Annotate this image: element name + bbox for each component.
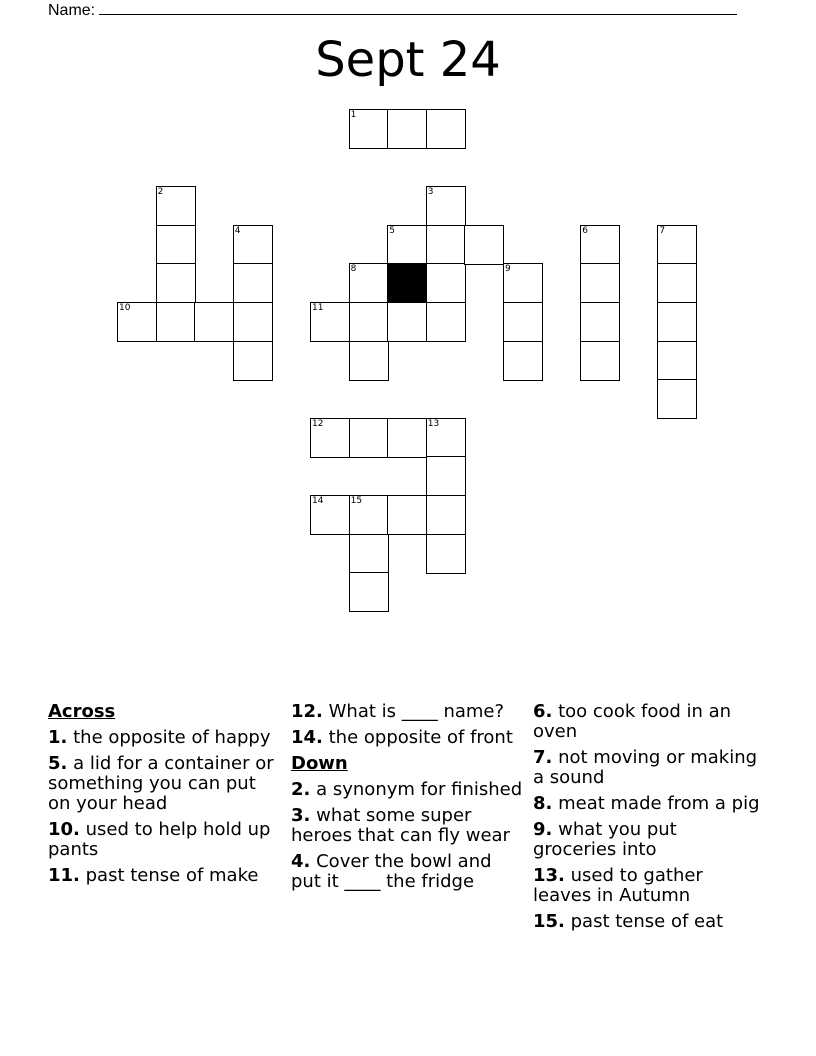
grid-cell[interactable] [349,302,389,342]
cell-number: 3 [427,187,434,198]
grid-cell[interactable] [156,186,196,226]
grid-cell[interactable] [426,109,466,149]
grid-cell[interactable] [657,225,697,265]
grid-cell[interactable] [233,302,273,342]
puzzle-title: Sept 24 [315,32,501,88]
clue-down-4: 4. Cover the bowl and put it ____ the fridge [291,851,492,892]
clue-down-6: 6. too cook food in an oven [533,701,732,742]
cell-number: 12 [312,418,324,429]
cell-number: 1 [350,110,357,120]
grid-cell[interactable] [194,302,234,342]
clue-down-13: 13. used to gather leaves in Autumn [533,865,703,906]
grid-cell[interactable] [426,186,466,226]
clue-down-3: 3. what some super heroes that can fly wear [291,805,510,846]
cell-number: 11 [312,303,324,313]
grid-cell[interactable] [503,341,543,381]
grid-cell[interactable] [657,263,697,303]
clue-across-1: 1. the opposite of happy [48,727,271,748]
grid-block-cell [387,263,427,303]
grid-cell[interactable] [233,225,273,265]
grid-cell[interactable] [387,225,427,265]
cell-number: 14 [312,496,324,506]
clue-down-15: 15. past tense of eat [533,911,724,932]
cell-number: 9 [505,264,511,275]
cell-number: 2 [157,187,164,198]
cell-number: 15 [350,496,363,506]
grid-cell[interactable] [580,225,620,265]
cell-number: 8 [350,264,357,275]
clue-across-5: 5. a lid for a container or something you can put on your head [48,753,274,814]
grid-cell[interactable] [580,341,620,381]
grid-cell[interactable] [310,418,350,458]
clue-down-2: 2. a synonym for finished [291,779,523,800]
grid-cell[interactable] [349,534,389,574]
cell-number: 4 [234,225,241,236]
clue-down-8: 8. meat made from a pig [533,793,760,814]
grid-cell[interactable] [426,302,466,342]
grid-cell[interactable] [310,495,350,535]
cell-number: 10 [119,303,131,313]
grid-cell[interactable] [426,263,466,303]
cell-number: 6 [582,225,588,236]
grid-cell[interactable] [349,495,389,535]
grid-cell[interactable] [387,302,427,342]
grid-cell[interactable] [387,418,427,458]
down-heading: Down [291,753,348,774]
clue-across-14: 14. the opposite of front [291,727,513,748]
grid-cell[interactable] [580,263,620,303]
grid-cell[interactable] [156,263,196,303]
grid-cell[interactable] [349,572,389,612]
name-label: Name: [48,2,96,19]
grid-cell[interactable] [657,341,697,381]
clue-across-11: 11. past tense of make [48,865,259,886]
grid-cell[interactable] [349,109,389,149]
across-heading: Across [48,701,116,722]
grid-cell[interactable] [464,225,504,265]
grid-cell[interactable] [349,341,389,381]
grid-cell[interactable] [657,302,697,342]
grid-cell[interactable] [156,302,196,342]
grid-cell[interactable] [580,302,620,342]
clue-down-7: 7. not moving or making a sound [533,747,758,788]
grid-cell[interactable] [503,263,543,303]
grid-cell[interactable] [426,456,466,496]
clues-column-2 [291,702,523,898]
grid-cell[interactable] [426,418,466,458]
grid-cell[interactable] [156,225,196,265]
clue-down-9: 9. what you put groceries into [533,819,677,860]
grid-cell[interactable] [349,418,389,458]
clue-across-10: 10. used to help hold up pants [48,819,271,860]
cell-number: 7 [659,225,666,236]
clues-column-3 [533,702,765,938]
grid-cell[interactable] [310,302,350,342]
grid-cell[interactable] [426,495,466,535]
grid-cell[interactable] [657,379,697,419]
cell-number: 13 [427,418,440,429]
grid-cell[interactable] [233,341,273,381]
grid-cell[interactable] [426,534,466,574]
grid-cell[interactable] [387,109,427,149]
grid-cell[interactable] [349,263,389,303]
grid-cell[interactable] [387,495,427,535]
clue-across-12: 12. What is ____ name? [291,701,505,722]
grid-cell[interactable] [233,263,273,303]
clues-column-1 [48,702,280,892]
grid-cell[interactable] [426,225,466,265]
grid-cell[interactable] [503,302,543,342]
grid-cell[interactable] [117,302,157,342]
cell-number: 5 [389,225,395,236]
